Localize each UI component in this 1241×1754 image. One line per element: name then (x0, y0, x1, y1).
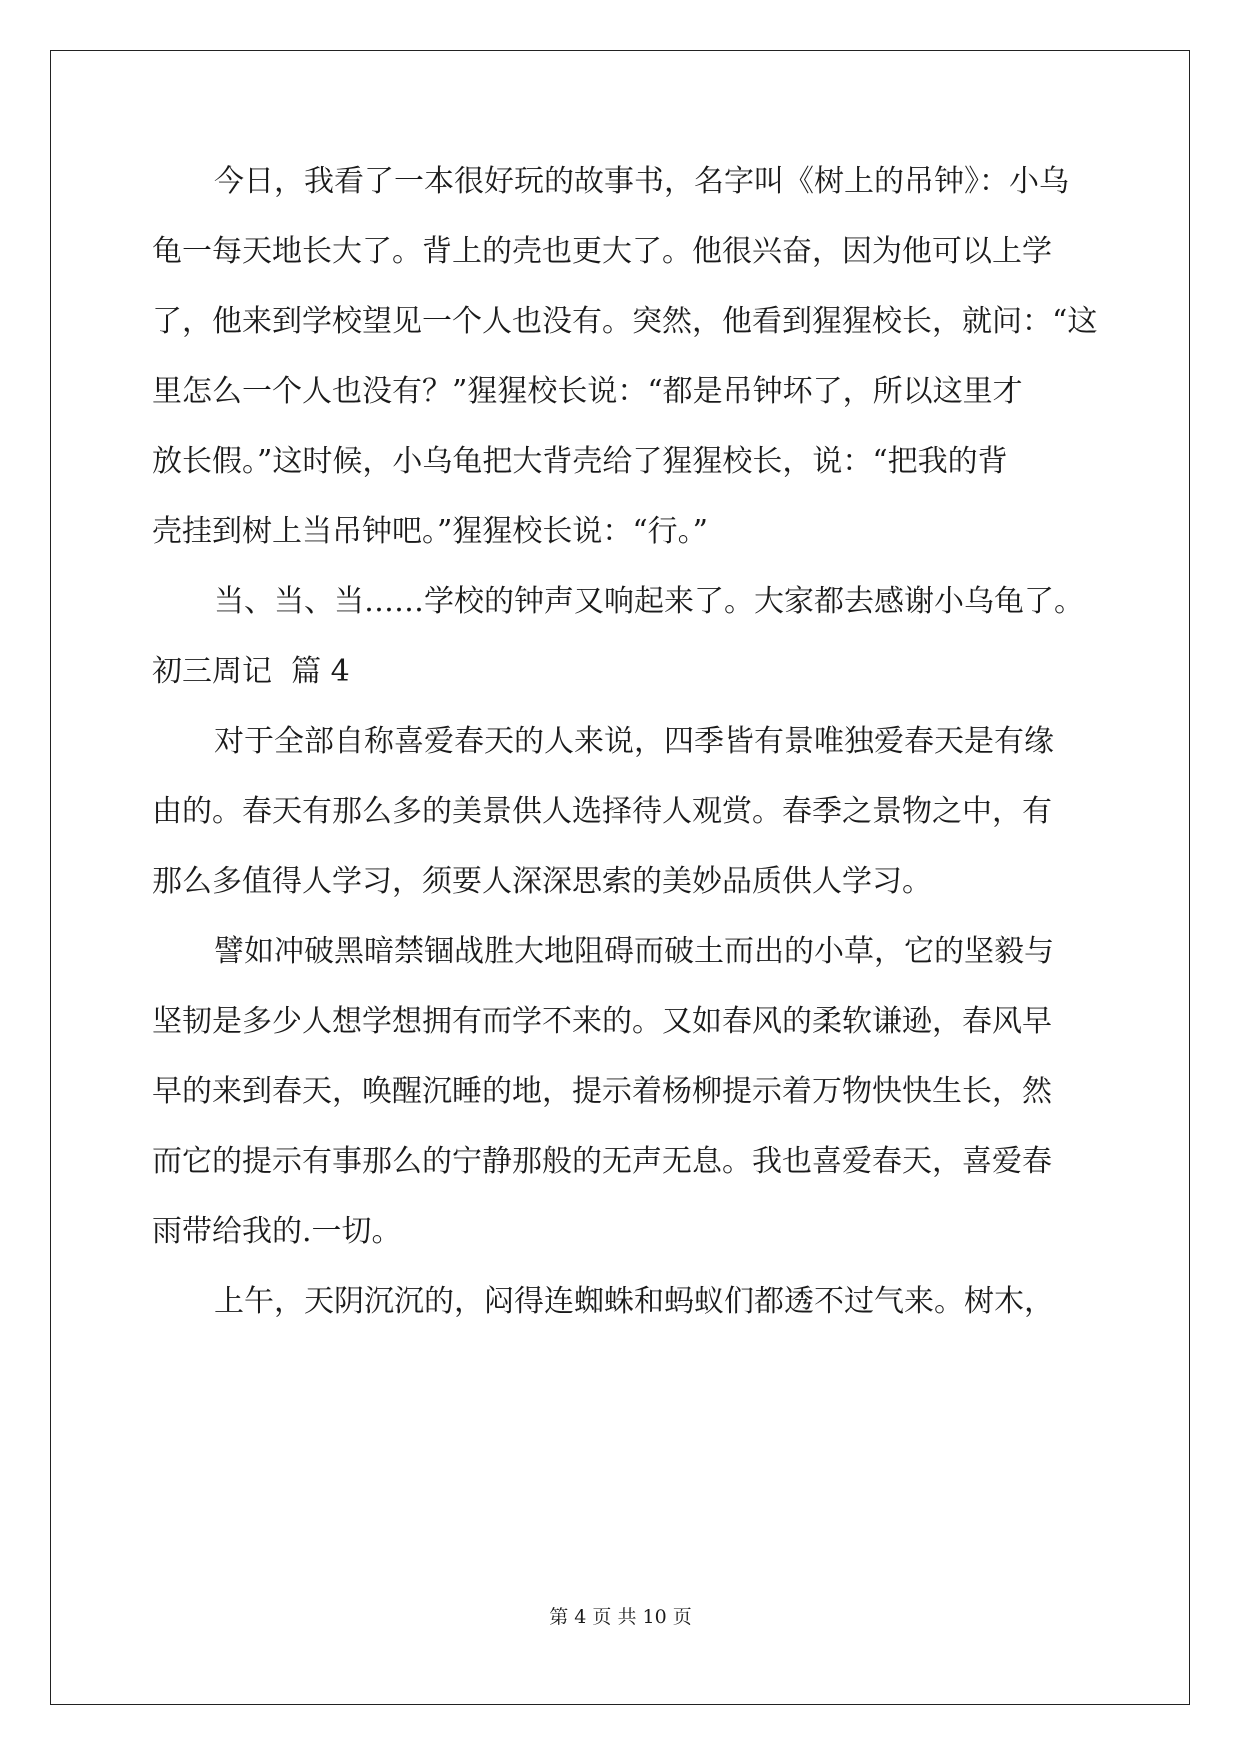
paragraph-line: 上午，天阴沉沉的，闷得连蜘蛛和蚂蚁们都透不过气来。树木， (214, 1284, 1054, 1319)
paragraph-line: 而它的提示有事那么的宁静那般的无声无息。我也喜爱春天，喜爱春 (152, 1144, 1052, 1179)
paragraph-line: 当、当、当……学校的钟声又响起来了。大家都去感谢小乌龟了。 (214, 584, 1084, 619)
paragraph-line: 早的来到春天，唤醒沉睡的地，提示着杨柳提示着万物快快生长，然 (152, 1074, 1052, 1109)
paragraph-line: 壳挂到树上当吊钟吧。”猩猩校长说：“行。” (152, 514, 709, 549)
paragraph-line: 由的。春天有那么多的美景供人选择待人观赏。春季之景物之中，有 (152, 794, 1052, 829)
paragraph-line: 了，他来到学校望见一个人也没有。突然，他看到猩猩校长，就问：“这 (152, 304, 1098, 339)
paragraph-line: 坚韧是多少人想学想拥有而学不来的。又如春风的柔软谦逊，春风早 (152, 1004, 1052, 1039)
paragraph-line: 譬如冲破黑暗禁锢战胜大地阻碍而破土而出的小草，它的坚毅与 (214, 934, 1054, 969)
paragraph-line: 对于全部自称喜爱春天的人来说，四季皆有景唯独爱春天是有缘 (214, 724, 1054, 759)
section-heading: 初三周记 篇 4 (152, 654, 350, 689)
page-number-footer: 第 4 页 共 10 页 (549, 1606, 692, 1628)
paragraph-line: 龟一每天地长大了。背上的壳也更大了。他很兴奋，因为他可以上学 (152, 234, 1052, 269)
paragraph-line: 今日，我看了一本很好玩的故事书，名字叫《树上的吊钟》：小乌 (214, 164, 1069, 199)
paragraph-line: 放长假。”这时候，小乌龟把大背壳给了猩猩校长，说：“把我的背 (152, 444, 1008, 479)
paragraph-line: 雨带给我的.一切。 (152, 1214, 402, 1249)
paragraph-line: 里怎么一个人也没有？”猩猩校长说：“都是吊钟坏了，所以这里才 (152, 374, 1023, 409)
paragraph-line: 那么多值得人学习，须要人深深思索的美妙品质供人学习。 (152, 864, 932, 899)
